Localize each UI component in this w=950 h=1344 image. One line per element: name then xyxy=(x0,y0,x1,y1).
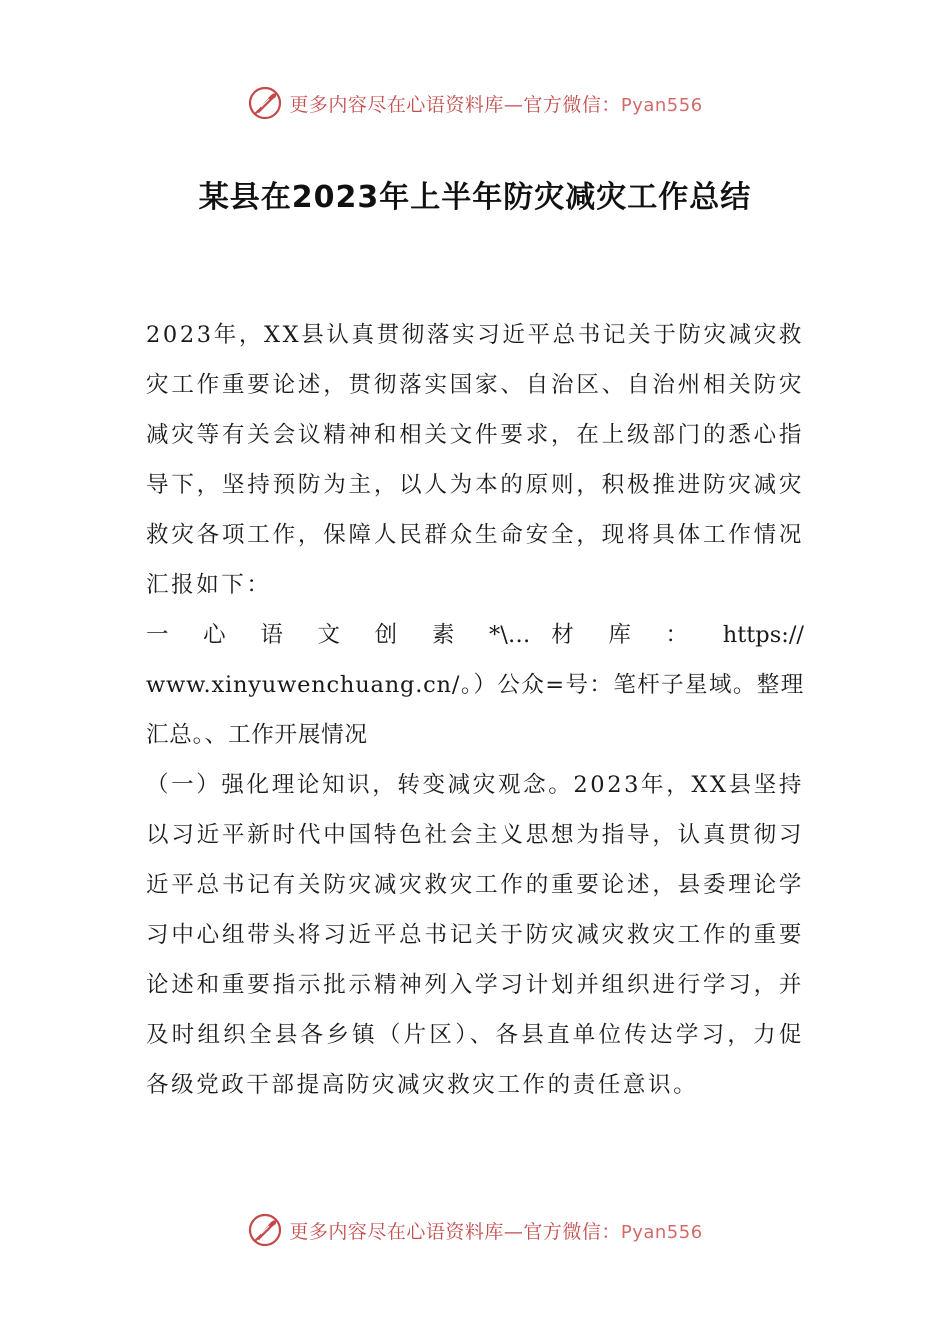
banner-text xyxy=(289,90,702,117)
quill-pen-circle-icon xyxy=(247,85,283,121)
header-banner xyxy=(0,78,950,128)
document-title: 某县在2023年上半年防灾减灾工作总结 xyxy=(198,180,752,215)
banner-label: 更多内容尽在心语资料库—官方微信： xyxy=(289,93,621,116)
banner-text xyxy=(289,1217,702,1244)
banner-label: 更多内容尽在心语资料库—官方微信： xyxy=(289,1220,621,1243)
footer-banner xyxy=(0,1205,950,1255)
watermark-line: 一 心 语 文 创 素 *\… 材 库 ： https:// xyxy=(146,622,804,648)
section-one-paragraph: （一）强化理论知识，转变减灾观念。2023年，XX县坚持以习近平新时代中国特色社会主义思想为指导，认真贯彻习近平总书记有关防灾减灾救灾工作的重要论述，县委理论学习中心组带头将习近平总书记关于防灾减灾救灾工作的重要论述和重要指示批示精神列入学习计划并组织进行学习，并及时组织全县各乡镇（片区）、各县直单位传达学习，力促各级党政干部提高防灾减灾救灾工作的责任意识。 xyxy=(146,772,804,1098)
wechat-id: Pyan556 xyxy=(620,94,703,116)
url-paragraph: www.xinyuwenchuang.cn/。）公众=号：笔杆子星域。整理汇总。、工作开展情况 xyxy=(146,672,804,748)
quill-pen-circle-icon xyxy=(247,1212,283,1248)
intro-paragraph: 2023年，XX县认真贯彻落实习近平总书记关于防灾减灾救灾工作重要论述，贯彻落实国家、自治区、自治州相关防灾减灾等有关会议精神和相关文件要求，在上级部门的悉心指导下，坚持预防为主，以人为本的原则，积极推进防灾减灾救灾各项工作，保障人民群众生命安全，现将具体工作情况汇报如下： xyxy=(146,322,804,598)
document-body xyxy=(146,310,804,1110)
wechat-id: Pyan556 xyxy=(620,1221,703,1243)
